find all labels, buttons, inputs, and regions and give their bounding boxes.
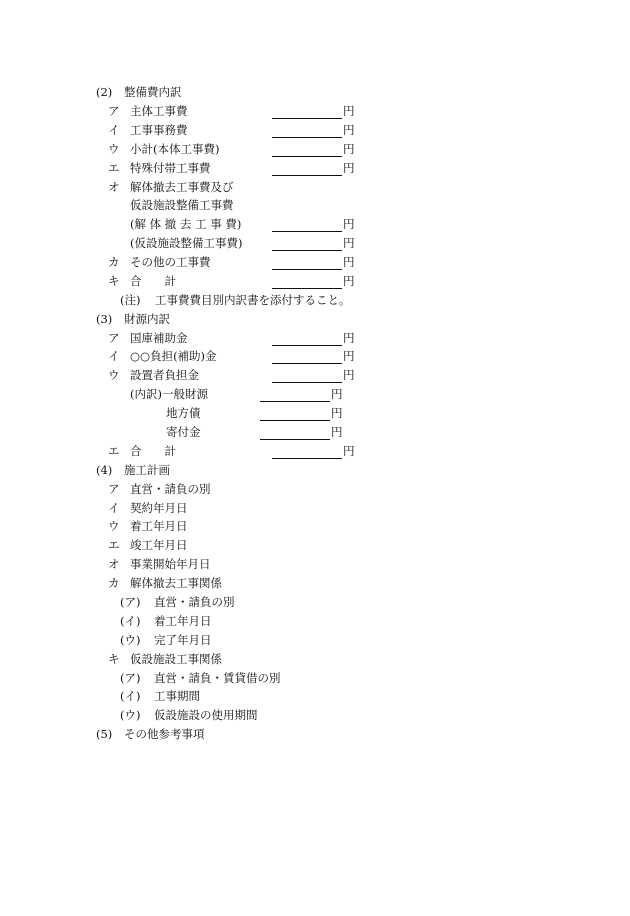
yen-unit: 円 (343, 142, 355, 156)
item-label: (解 体 撤 去 工 事 費) (130, 217, 242, 231)
item-label: 施工計画 (124, 463, 170, 477)
amount-blank-line (272, 382, 342, 383)
item-label: 小計(本体工事費) (130, 142, 220, 156)
item-label: 整備費内訳 (124, 85, 182, 99)
amount-blank-line (272, 363, 342, 364)
item-marker: ウ (108, 519, 120, 533)
amount-blank-line (272, 288, 342, 289)
item-marker: エ (108, 444, 120, 458)
item-marker: ウ (108, 142, 120, 156)
yen-unit: 円 (343, 236, 355, 250)
item-marker: オ (108, 180, 120, 194)
yen-unit: 円 (343, 349, 355, 363)
item-label: 直営・請負の別 (154, 595, 235, 609)
yen-unit: 円 (343, 217, 355, 231)
amount-blank-line (272, 269, 342, 270)
item-marker: カ (108, 576, 120, 590)
item-label: 事業開始年月日 (130, 557, 211, 571)
amount-blank-line (272, 345, 342, 346)
item-marker: イ (108, 349, 120, 363)
yen-unit: 円 (343, 123, 355, 137)
item-label: 合 計 (130, 274, 176, 288)
amount-blank-line (272, 118, 342, 119)
yen-unit: 円 (343, 104, 355, 118)
item-label: 特殊付帯工事費 (130, 161, 211, 175)
item-marker: (ア) (120, 595, 141, 609)
amount-blank-line (272, 250, 342, 251)
yen-unit: 円 (343, 274, 355, 288)
item-label: 財源内訳 (124, 312, 170, 326)
item-label: 竣工年月日 (130, 538, 188, 552)
item-marker: ア (108, 331, 120, 345)
item-label: 直営・請負の別 (130, 482, 211, 496)
item-marker: (2) (96, 85, 113, 99)
item-label: 仮設施設整備工事費 (130, 198, 234, 212)
item-marker: カ (108, 255, 120, 269)
yen-unit: 円 (331, 387, 343, 401)
item-marker: (イ) (120, 689, 141, 703)
item-marker: (ア) (120, 671, 141, 685)
item-label: 着工年月日 (130, 519, 188, 533)
yen-unit: 円 (343, 331, 355, 345)
item-label: 完了年月日 (154, 633, 212, 647)
item-label: その他参考事項 (124, 727, 205, 741)
item-label: 主体工事費 (130, 104, 188, 118)
yen-unit: 円 (343, 444, 355, 458)
item-label: 解体撤去工事関係 (130, 576, 222, 590)
item-label: (内訳)一般財源 (130, 387, 208, 401)
amount-blank-line (272, 156, 342, 157)
item-label: (仮設施設整備工事費) (130, 236, 243, 250)
item-label: 直営・請負・賃貸借の別 (154, 671, 281, 685)
item-label: 着工年月日 (154, 614, 212, 628)
yen-unit: 円 (343, 368, 355, 382)
item-marker: キ (108, 274, 120, 288)
item-marker: (4) (96, 463, 113, 477)
item-marker: キ (108, 652, 120, 666)
item-marker: (5) (96, 727, 113, 741)
item-marker: イ (108, 501, 120, 515)
item-marker: ア (108, 104, 120, 118)
item-label: 地方債 (166, 406, 201, 420)
amount-blank-line (272, 175, 342, 176)
amount-blank-line (272, 137, 342, 138)
item-marker: (注) (120, 293, 141, 307)
item-marker: エ (108, 161, 120, 175)
item-marker: イ (108, 123, 120, 137)
item-marker: (3) (96, 312, 113, 326)
amount-blank-line (260, 420, 330, 421)
item-label: 工事費費目別内訳書を添付すること。 (155, 293, 351, 307)
item-label: 工事事務費 (130, 123, 188, 137)
yen-unit: 円 (343, 255, 355, 269)
item-label: 工事期間 (154, 689, 200, 703)
item-marker: オ (108, 557, 120, 571)
item-marker: (イ) (120, 614, 141, 628)
item-marker: ウ (108, 368, 120, 382)
item-marker: エ (108, 538, 120, 552)
amount-blank-line (260, 401, 330, 402)
yen-unit: 円 (331, 425, 343, 439)
item-label: 仮設施設の使用期間 (154, 708, 258, 722)
item-label: その他の工事費 (130, 255, 211, 269)
amount-blank-line (260, 439, 330, 440)
item-label: ○○負担(補助)金 (130, 349, 217, 363)
item-marker: (ウ) (120, 633, 141, 647)
item-label: 解体撤去工事費及び (130, 180, 234, 194)
item-label: 契約年月日 (130, 501, 188, 515)
item-label: 寄付金 (166, 425, 201, 439)
item-marker: ア (108, 482, 120, 496)
yen-unit: 円 (331, 406, 343, 420)
amount-blank-line (272, 458, 342, 459)
yen-unit: 円 (343, 161, 355, 175)
item-label: 仮設施設工事関係 (130, 652, 222, 666)
item-label: 設置者負担金 (130, 368, 199, 382)
amount-blank-line (272, 231, 342, 232)
item-label: 合 計 (130, 444, 176, 458)
item-label: 国庫補助金 (130, 331, 188, 345)
item-marker: (ウ) (120, 708, 141, 722)
